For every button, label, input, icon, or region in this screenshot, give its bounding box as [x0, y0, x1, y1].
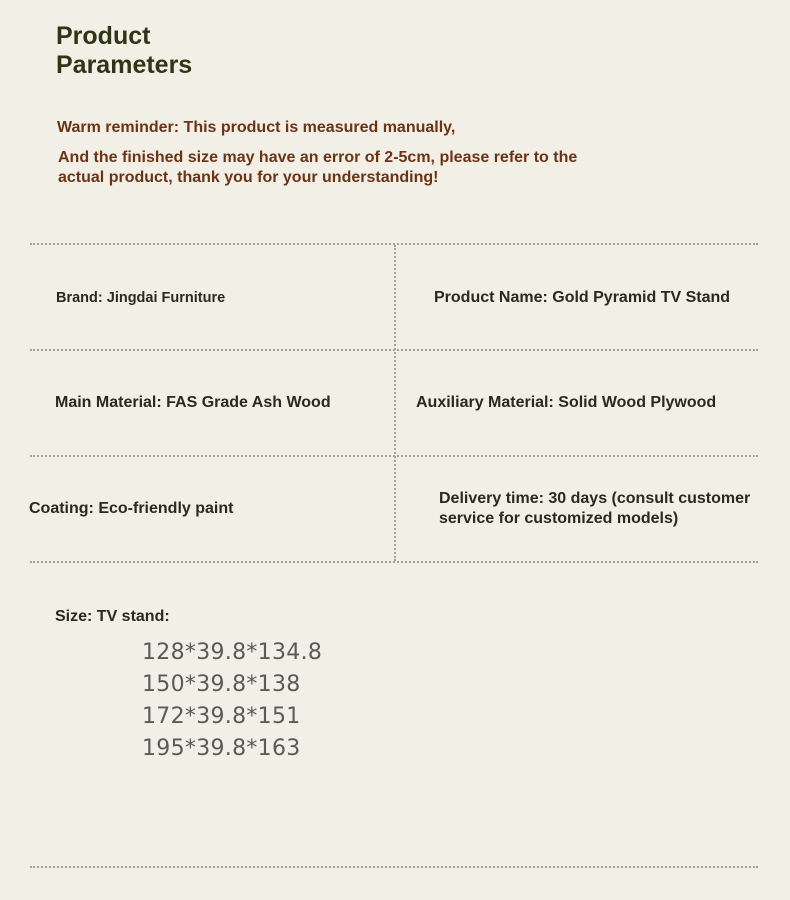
param-auxiliary-material: Auxiliary Material: Solid Wood Plywood	[416, 394, 717, 411]
size-value: 150*39.8*138	[142, 672, 301, 697]
size-value: 195*39.8*163	[142, 736, 301, 761]
bottom-divider	[30, 866, 758, 868]
param-main-material: Main Material: FAS Grade Ash Wood	[55, 394, 331, 411]
table-column-divider	[394, 245, 396, 561]
param-brand: Brand: Jingdai Furniture	[56, 290, 226, 306]
size-label: Size: TV stand:	[55, 608, 170, 625]
param-delivery-time: Delivery time: 30 days (consult customer service for customized models)	[439, 490, 751, 527]
warm-reminder-line-1: Warm reminder: This product is measured manually,	[57, 119, 456, 136]
size-value: 128*39.8*134.8	[142, 640, 323, 665]
param-coating: Coating: Eco-friendly paint	[29, 500, 234, 517]
size-list	[142, 637, 322, 765]
page-title: Product Parameters	[56, 22, 193, 79]
table-divider-bottom	[30, 561, 758, 563]
size-value: 172*39.8*151	[142, 704, 301, 729]
warm-reminder-line-2: And the finished size may have an error of 2-5cm, please refer to the actual product, thank you for your understanding!	[58, 149, 578, 186]
param-product-name: Product Name: Gold Pyramid TV Stand	[434, 289, 731, 306]
